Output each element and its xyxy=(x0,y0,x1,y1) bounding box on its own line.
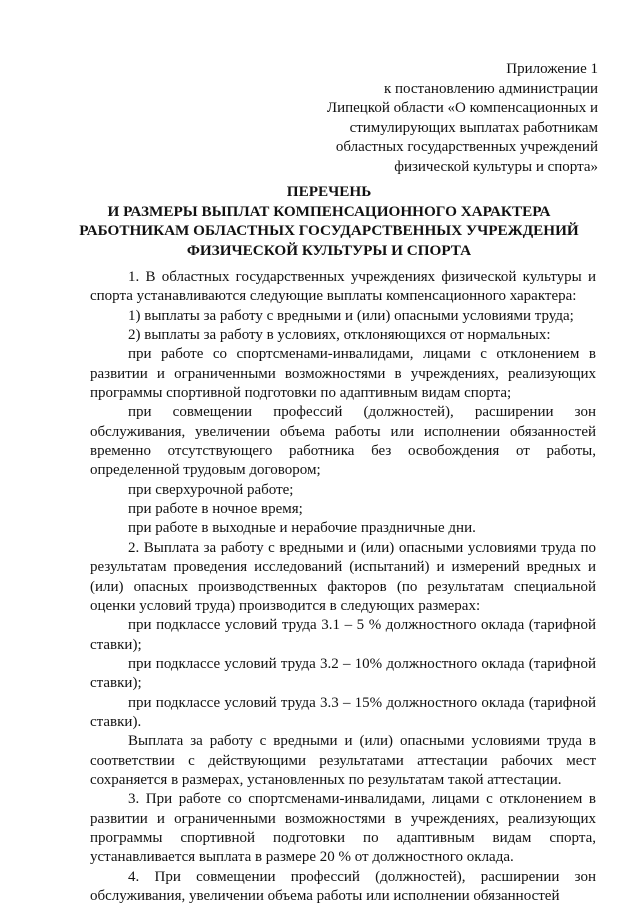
title-line: РАБОТНИКАМ ОБЛАСТНЫХ ГОСУДАРСТВЕННЫХ УЧРЕЖДЕНИЙ xyxy=(79,222,579,239)
appendix-line: физической культуры и спорта» xyxy=(394,158,598,175)
appendix-line: стимулирующих выплатах работникам xyxy=(349,119,598,136)
paragraph: при работе со спортсменами-инвалидами, лицами с отклонением в развитии и ограниченными возможностями в учреждениях, реализующих программы спортивной подготовки по адаптивным видам спорта; xyxy=(90,346,596,402)
paragraph: Выплата за работу с вредными и (или) опасными условиями труда в соответствии с действующими результатами аттестации рабочих мест сохраняется в размерах, установленных по результатам такой аттестации. xyxy=(90,733,596,788)
paragraph: при подклассе условий труда 3.1 – 5 % должностного оклада (тарифной ставки); xyxy=(90,617,596,653)
appendix-line: Приложение 1 xyxy=(506,61,598,77)
paragraph: 2. Выплата за работу с вредными и (или) опасными условиями труда по результатам проведения исследований (испытаний) и измерений вредных и (или) опасных производственных факторов (по результатам специальной оценки условий труда) производится в следующих размерах: xyxy=(90,539,596,614)
title-line: И РАЗМЕРЫ ВЫПЛАТ КОМПЕНСАЦИОННОГО ХАРАКТЕРА xyxy=(107,202,551,220)
paragraph: 1. В областных государственных учреждениях физической культуры и спорта устанавливаются следующие выплаты компенсационного характера: xyxy=(90,269,596,305)
appendix-reference xyxy=(327,60,598,177)
paragraph: при работе в ночное время; xyxy=(128,501,303,518)
appendix-line: к постановлению администрации xyxy=(383,80,598,97)
paragraph: при работе в выходные и нерабочие праздничные дни. xyxy=(128,520,476,537)
document-body xyxy=(90,268,596,906)
paragraph: 4. При совмещении профессий (должностей), расширении зон обслуживания, увеличении объема работы или исполнении обязанностей xyxy=(90,868,596,904)
paragraph: при сверхурочной работе; xyxy=(128,481,294,498)
appendix-line: Липецкой области «О компенсационных и xyxy=(326,100,598,116)
paragraph: при подклассе условий труда 3.3 – 15% должностного оклада (тарифной ставки). xyxy=(90,694,596,730)
appendix-line: областных государственных учреждений xyxy=(335,139,598,155)
title-line: ФИЗИЧЕСКОЙ КУЛЬТУРЫ И СПОРТА xyxy=(186,241,472,259)
paragraph: при подклассе условий труда 3.2 – 10% должностного оклада (тарифной ставки); xyxy=(90,655,596,692)
paragraph: 3. При работе со спортсменами-инвалидами, лицами с отклонением в развитии и ограниченными возможностями в учреждениях, реализующих программы спортивной подготовки по адаптивным видам спорта, устанавливается выплата в размере 20 % от должностного оклада. xyxy=(90,791,596,866)
paragraph: 1) выплаты за работу с вредными и (или) опасными условиями труда; xyxy=(128,307,574,324)
paragraph: при совмещении профессий (должностей), расширении зон обслуживания, увеличении объема работы или исполнении обязанностей временно отсутствующего работника без освобождения от работы, определенной трудовым договором; xyxy=(90,404,596,479)
title-line: ПЕРЕЧЕНЬ xyxy=(286,183,372,200)
paragraph: 2) выплаты за работу в условиях, отклоняющихся от нормальных: xyxy=(128,327,551,344)
document-title xyxy=(60,182,598,260)
